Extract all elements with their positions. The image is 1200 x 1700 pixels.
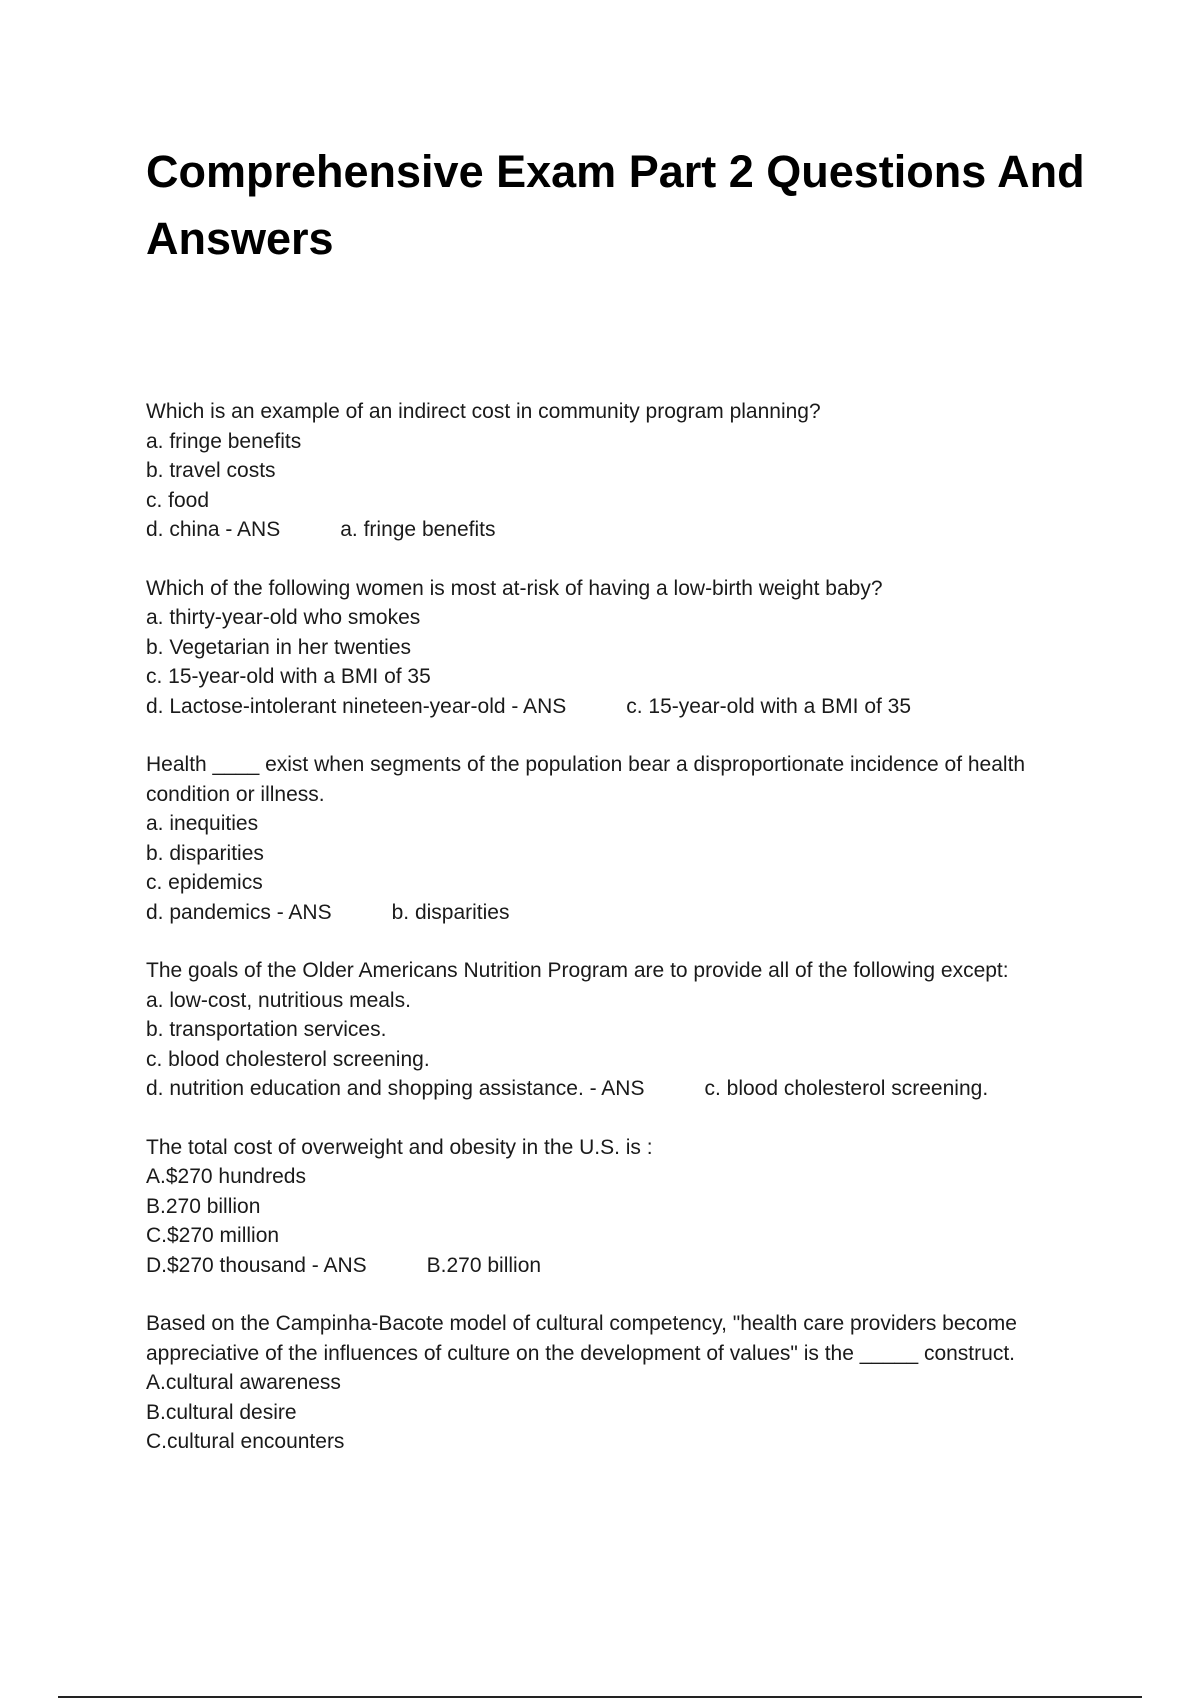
answer-text: b. disparities (391, 900, 510, 924)
option-b: b. disparities (146, 841, 264, 865)
option-d-row (146, 515, 1086, 545)
option-c: C.$270 million (146, 1224, 280, 1247)
option-d: d. pandemics - ANS (146, 900, 332, 924)
question-6 (146, 1309, 1086, 1457)
option-a: a. fringe benefits (146, 429, 302, 453)
option-d: D.$270 thousand - ANS (146, 1253, 367, 1277)
answer-text: c. blood cholesterol screening. (704, 1077, 989, 1100)
option-d-row (146, 1074, 1086, 1104)
option-c: c. blood cholesterol screening. (146, 1047, 430, 1071)
option-b: b. Vegetarian in her twenties (146, 635, 412, 659)
question-stem: Health ____ exist when segments of the population bear a disproportionate incidence of health condition or illness. (146, 753, 1026, 806)
option-d-row (146, 1251, 1086, 1281)
option-a: A.cultural awareness (146, 1371, 341, 1394)
question-list (146, 397, 1086, 1486)
option-d: d. china - ANS (146, 518, 281, 541)
option-d: d. Lactose-intolerant nineteen-year-old - ANS (146, 694, 567, 718)
question-4 (146, 956, 1086, 1104)
question-stem: Which is an example of an indirect cost in community program planning? (146, 400, 821, 423)
option-a: a. low-cost, nutritious meals. (146, 988, 411, 1012)
question-5 (146, 1133, 1086, 1281)
option-c: c. 15-year-old with a BMI of 35 (146, 665, 431, 688)
option-a: A.$270 hundreds (146, 1165, 306, 1188)
answer-text: a. fringe benefits (340, 518, 496, 541)
question-stem: Based on the Campinha-Bacote model of cultural competency, "health care providers become appreciative of the influences of culture on the development of values" is the _____ construct. (146, 1312, 1017, 1365)
answer-text: B.270 billion (426, 1253, 542, 1277)
answer-text: c. 15-year-old with a BMI of 35 (626, 694, 912, 718)
question-2 (146, 574, 1086, 722)
option-c: c. epidemics (146, 871, 263, 894)
document-title: Comprehensive Exam Part 2 Questions And Answers (146, 146, 1085, 264)
option-d-row (146, 898, 1086, 928)
option-b: b. transportation services. (146, 1018, 387, 1041)
question-3 (146, 750, 1086, 927)
question-1 (146, 397, 1086, 545)
option-c: C.cultural encounters (146, 1430, 345, 1453)
option-b: b. travel costs (146, 459, 276, 482)
option-c: c. food (146, 488, 210, 512)
option-b: B.cultural desire (146, 1400, 297, 1424)
option-d-row (146, 692, 1086, 722)
question-stem: The goals of the Older Americans Nutrition Program are to provide all of the following except: (146, 959, 1009, 982)
question-stem: The total cost of overweight and obesity in the U.S. is : (146, 1135, 653, 1159)
option-a: a. inequities (146, 812, 259, 835)
footer-divider (58, 1696, 1142, 1698)
option-d: d. nutrition education and shopping assistance. - ANS (146, 1077, 645, 1100)
question-stem: Which of the following women is most at-risk of having a low-birth weight baby? (146, 576, 883, 600)
option-b: B.270 billion (146, 1194, 261, 1218)
option-a: a. thirty-year-old who smokes (146, 606, 421, 629)
